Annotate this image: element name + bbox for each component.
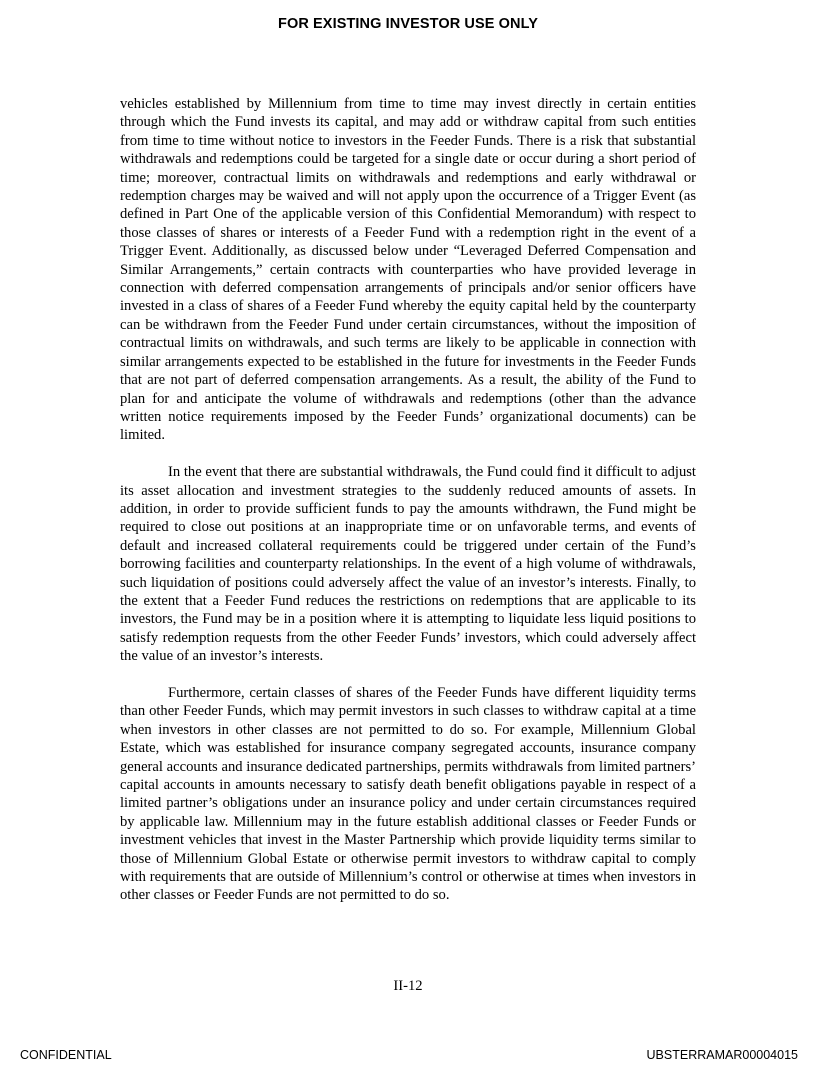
paragraph-continued: vehicles established by Millennium from time to time may invest directly in certain entities through which the Fund invests its capital, and may add or withdraw capital from such entities from time to time without notice to investors in the Feeder Funds. There is a risk that substantial withdrawals and redemptions could be targeted for a single date or occur during a short period of time; moreover, contractual limits on withdrawals and redemptions and early withdrawal or redemption charges may be waived and will not apply upon the occurrence of a Trigger Event (as defined in Part One of the applicable version of this Confidential Memorandum) with respect to those classes of shares or interests of a Feeder Fund with a redemption right in the event of a Trigger Event. Additionally, as discussed below under “Leveraged Deferred Compensation and Similar Arrangements,” certain contracts with counterparties who have provided leverage in connection with deferred compensation arrangements of principals and/or senior officers have invested in a class of shares of a Feeder Fund whereby the equity capital held by the counterparty can be withdrawn from the Feeder Fund under certain circumstances, without the imposition of contractual limits on withdrawals, and such terms are likely to be applicable in connection with similar arrangements expected to be established in the future for investments in the Feeder Funds that are not part of deferred compensation arrangements. As a result, the ability of the Fund to plan for and anticipate the volume of withdrawals and redemptions (other than the advance written notice requirements imposed by the Feeder Funds’ organizational documents) can be limited.	[120, 96, 696, 444]
header-banner: FOR EXISTING INVESTOR USE ONLY	[277, 16, 539, 32]
footer-confidential-label: CONFIDENTIAL	[20, 1048, 112, 1062]
footer-bates-number: UBSTERRAMAR00004015	[646, 1048, 798, 1062]
paragraph-liquidity-terms: Furthermore, certain classes of shares of the Feeder Funds have different liquidity terms than other Feeder Funds, which may permit investors in such classes to withdraw capital at a time when investors in other classes are not permitted to do so. For example, Millennium Global Estate, which was established for insurance company segregated accounts, insurance company general accounts and insurance dedicated partnerships, permits withdrawals from limited partners’ capital accounts in amounts necessary to satisfy death benefit obligations payable in respect of a limited partner’s obligations under an insurance policy and under certain circumstances required by applicable law. Millennium may in the future establish additional classes or Feeder Funds or investment vehicles that invest in the Master Partnership which provide liquidity terms similar to those of Millennium Global Estate or otherwise permit investors to withdraw capital to comply with requirements that are outside of Millennium’s control or otherwise at times when investors in other classes or Feeder Funds are not permitted to do so.	[120, 684, 696, 904]
page-number: II-12	[393, 978, 423, 994]
document-body	[120, 95, 696, 923]
paragraph-substantial-withdrawals: In the event that there are substantial withdrawals, the Fund could find it difficult to adjust its asset allocation and investment strategies to the suddenly reduced amounts of assets. In addition, in order to provide sufficient funds to pay the amounts withdrawn, the Fund might be required to close out positions at an inappropriate time or on unfavorable terms, and events of default and increased collateral requirements could be triggered under certain of the Fund’s borrowing facilities and counterparty relationships. In the event of a high volume of withdrawals, such liquidation of positions could adversely affect the value of an investor’s interests. Finally, to the extent that a Feeder Fund reduces the restrictions on redemptions that are applicable to its investors, the Fund may be in a position where it is attempting to liquidate less liquid positions to satisfy redemption requests from the other Feeder Funds’ investors, which could adversely affect the value of an investor’s interests.	[120, 464, 696, 665]
